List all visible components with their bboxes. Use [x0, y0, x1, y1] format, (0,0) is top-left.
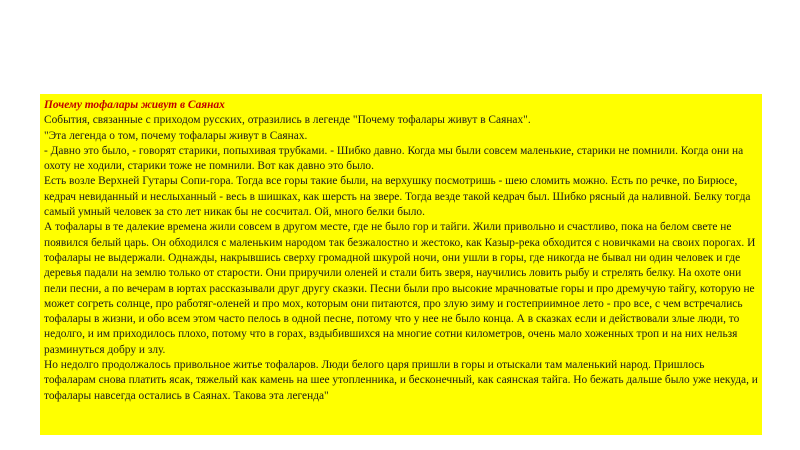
- paragraph-ending: Но недолго продолжалось привольное житье тофаларов. Люди белого царя пришли в горы и отыскали там маленький народ. Пришлось тофаларам снова платить ясак, тяжелый как камень на шее утопленника, и бесконечный, как саянская тайга. Но бежать дальше было уже некуда, и тофалары навсегда остались в Саянах. Такова эта легенда": [44, 359, 758, 402]
- paragraph-sopi-mountain: Есть возле Верхней Гутары Сопи-гора. Тогда все горы такие были, на верхушку посмотришь - шею сломить можно. Есть по речке, по Бирюсе, кедрач невиданный и неслыханный - весь в шишках, как шерсть на звере. Тогда везде такой кедрач был. Шибко рясный да наливной. Белку тогда самый умный человек за сто лет никак бы не сосчитал. Ой, много белки было.: [44, 175, 751, 219]
- paragraph-tofalars-past: А тофалары в те далекие времена жили совсем в другом месте, где не было гор и тайги. Жили привольно и счастливо, пока на белом свете не появился белый царь. Он обходился с маленьким народом так безжалостно и жестоко, как Казыр-река обходится с новичками на своих порогах. И тофалары не выдержали. Однажды, накрывшись сверху громадной шкурой ночи, они ушли в горы, где никогда не бывал ни один человек и где деревья падали на землю только от старости. Они приручили оленей и стали бить зверя, научились ловить рыбу и стрелять белку. На охоте они пели песни, а по вечерам в юртах рассказывали друг другу сказки. Песни были про высокие мрачноватые горы и про дремучую тайгу, которую не может согреть солнце, про работяг-оленей и про мох, которым они питаются, про злую зиму и гостеприимное лето - про все, с чем встречались тофалары в жизни, и обо всем этом часто пелось в одной песне, потому что у нее не было конца. А в сказках если и действовали злые люди, то недолго, и им приходилось плохо, потому что в горах, вздыбившихся на многие сотни километров, очень мало хоженных троп и на них нельзя разминуться добру и злу.: [44, 221, 756, 356]
- paragraph-long-ago: - Давно это было, - говорят старики, попыхивая трубками. - Шибко давно. Когда мы были совсем маленькие, старики не помнили. Когда они на охоту не ходили, старики тоже не помнили. Вот как давно это было.: [44, 144, 744, 173]
- legend-text-box: [40, 94, 762, 435]
- paragraph-legend-start: "Эта легенда о том, почему тофалары живут в Саянах.: [44, 129, 308, 142]
- legend-title: Почему тофалары живут в Саянах: [44, 99, 225, 111]
- paragraph-intro: События, связанные с приходом русских, отразились в легенде "Почему тофалары живут в Саянах".: [44, 114, 531, 127]
